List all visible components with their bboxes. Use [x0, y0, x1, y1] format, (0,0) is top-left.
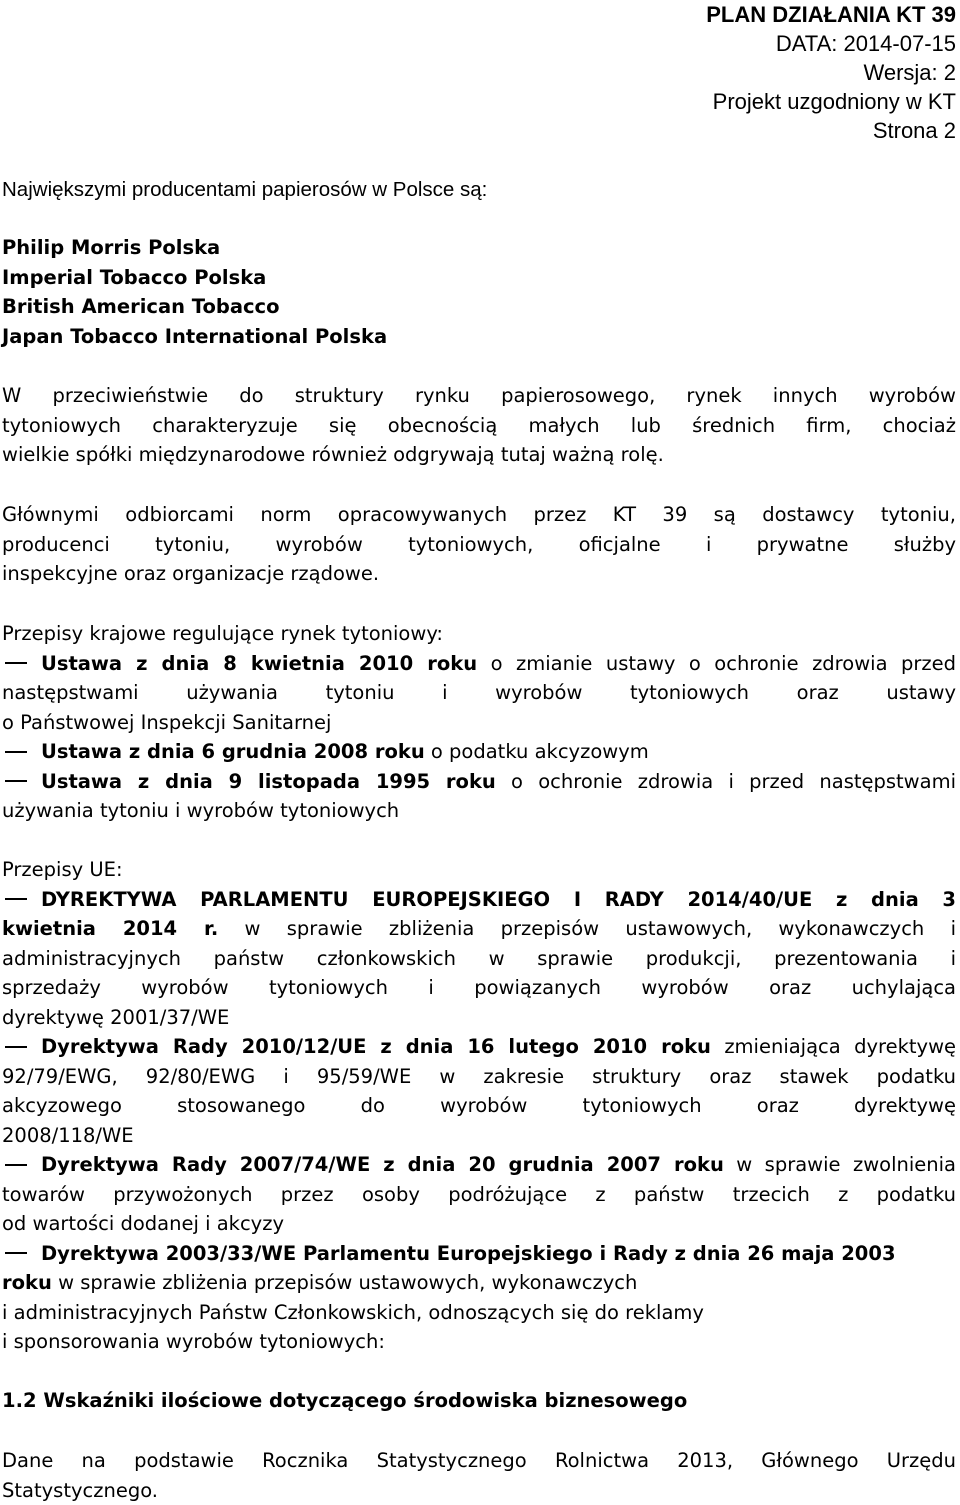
dash-bullet-icon: [5, 780, 27, 782]
producer-item: Imperial Tobacco Polska: [2, 263, 956, 293]
eu-law-item: Dyrektywa Rady 2007/74/WE z dnia 20 grudnia 2007 roku w sprawie zwolnienia towarów przywożonych przez osoby podróżujące z państw trzecich z podatku od wartości dodanej i akcyzy: [2, 1150, 956, 1239]
market-line: wielkie spółki międzynarodowe również odgrywają tutaj ważną rolę.: [2, 440, 956, 470]
dash-bullet-icon: [5, 1046, 27, 1048]
national-law-item: Ustawa z dnia 9 listopada 1995 roku o ochronie zdrowia i przed następstwami używania tytoniu i wyrobów tytoniowych: [2, 767, 956, 826]
eu-law-item: DYREKTYWA PARLAMENTU EUROPEJSKIEGO I RADY 2014/40/UE z dnia 3 kwietnia 2014 r. w sprawie zbliżenia przepisów ustawowych, wykonawczych i administracyjnych państw członkowskich w sprawie produkcji, prezentowania i sprzedaży wyrobów tytoniowych i powiązanych wyrobów oraz uchylająca dyrektywę 2001/37/WE: [2, 885, 956, 1033]
dash-bullet-icon: [5, 1252, 27, 1254]
header-date: DATA: 2014-07-15: [706, 29, 956, 58]
eu-law-heading: Przepisy UE:: [2, 855, 956, 885]
header-page-number: Strona 2: [706, 116, 956, 145]
header-project: Projekt uzgodniony w KT: [706, 87, 956, 116]
data-source-line: Statystycznego.: [2, 1476, 956, 1505]
header-title: PLAN DZIAŁANIA KT 39: [706, 0, 956, 29]
dash-bullet-icon: [5, 662, 27, 664]
page-header: [706, 0, 956, 145]
dash-bullet-icon: [5, 1164, 27, 1166]
header-version: Wersja: 2: [706, 58, 956, 87]
national-law-item: Ustawa z dnia 6 grudnia 2008 roku o podatku akcyzowym: [2, 737, 956, 767]
market-line: tytoniowych charakteryzuje się obecnością małych lub średnich firm, chociaż: [2, 411, 956, 441]
national-law-section: [2, 619, 956, 826]
recipients-line: inspekcyjne oraz organizacje rządowe.: [2, 559, 956, 589]
dash-bullet-icon: [5, 898, 27, 900]
recipients-line: Głównymi odbiorcami norm opracowywanych przez KT 39 są dostawcy tytoniu,: [2, 500, 956, 530]
eu-law-item: Dyrektywa Rady 2010/12/UE z dnia 16 lutego 2010 roku zmieniająca dyrektywę 92/79/EWG, 92/80/EWG i 95/59/WE w zakresie struktury oraz stawek podatku akcyzowego stosowanego do wyrobów tytoniowych oraz dyrektywę 2008/118/WE: [2, 1032, 956, 1150]
eu-law-section: [2, 855, 956, 1357]
data-source-paragraph: [2, 1446, 956, 1505]
eu-law-item: Dyrektywa 2003/33/WE Parlamentu Europejskiego i Rady z dnia 26 maja 2003 roku w sprawie zbliżenia przepisów ustawowych, wykonawczych i administracyjnych Państw Członkowskich, odnoszących się do reklamy i sponsorowania wyrobów tytoniowych:: [2, 1239, 956, 1357]
market-paragraph: [2, 381, 956, 470]
producer-item: British American Tobacco: [2, 292, 956, 322]
market-line: W przeciwieństwie do struktury rynku papierosowego, rynek innych wyrobów: [2, 381, 956, 411]
producer-item: Philip Morris Polska: [2, 233, 956, 263]
recipients-line: producenci tytoniu, wyrobów tytoniowych, oficjalne i prywatne służby: [2, 530, 956, 560]
producers-intro: Największymi producentami papierosów w Polsce są:: [2, 175, 956, 205]
section-heading: 1.2 Wskaźniki ilościowe dotyczącego środowiska biznesowego: [2, 1386, 956, 1416]
producer-item: Japan Tobacco International Polska: [2, 322, 956, 352]
national-law-item: Ustawa z dnia 8 kwietnia 2010 roku o zmianie ustawy o ochronie zdrowia przed następstwami używania tytoniu i wyrobów tytoniowych oraz ustawy o Państwowej Inspekcji Sanitarnej: [2, 649, 956, 738]
data-source-line: Dane na podstawie Rocznika Statystycznego Rolnictwa 2013, Głównego Urzędu: [2, 1446, 956, 1476]
recipients-paragraph: [2, 500, 956, 589]
dash-bullet-icon: [5, 751, 27, 753]
national-law-heading: Przepisy krajowe regulujące rynek tytoniowy:: [2, 619, 956, 649]
producers-list: [2, 233, 956, 351]
